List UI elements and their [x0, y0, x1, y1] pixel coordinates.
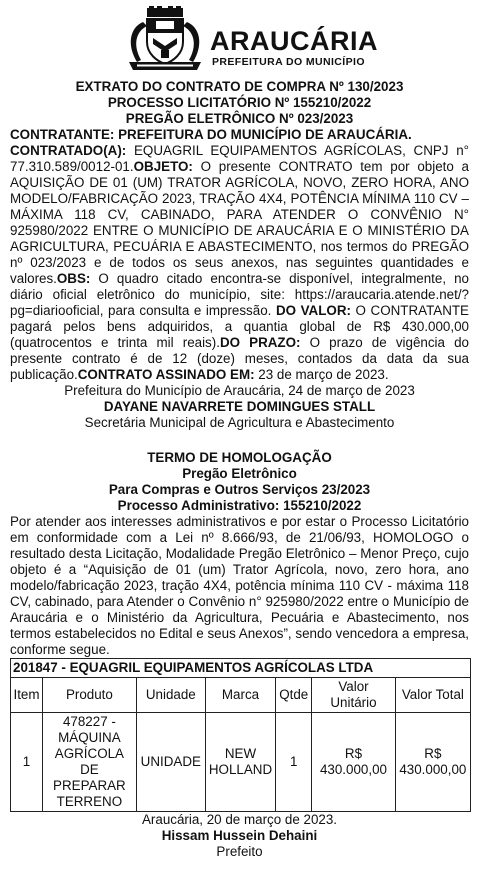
homologation-signer-role: Prefeito — [216, 844, 263, 859]
header-produto: Produto — [43, 678, 137, 713]
cell-valor-total: R$ 430.000,00 — [395, 713, 470, 812]
section-spacer — [10, 431, 469, 450]
homologation-subtitle: Para Compras e Outros Serviços 23/2023 — [108, 482, 371, 497]
contract-extract — [10, 79, 469, 431]
cell-produto: 478227 - MÁQUINA AGRÍCOLA DE PREPARAR TERRENO — [43, 713, 137, 812]
table-title-row — [11, 659, 471, 678]
objeto-label: OBJETO: — [133, 159, 193, 174]
items-table — [10, 658, 471, 812]
header-valor-unitario: Valor Unitário — [312, 678, 395, 713]
contratado-text: EQUAGRIL EQUIPAMENTOS AGRÍCOLAS, CNPJ n° 77.310.589/0012-01. — [10, 143, 469, 174]
araucaria-coat-of-arms-logo — [123, 6, 207, 72]
brand-subtitle: PREFEITURA DO MUNICÍPIO — [212, 56, 365, 68]
extract-signer-name: DAYANE NAVARRETE DOMINGUES STALL — [103, 399, 376, 414]
brand-name: ARAUCÁRIA — [210, 26, 378, 56]
obs-label: OBS: — [56, 271, 91, 286]
homologation-process: Processo Administrativo: 155210/2022 — [117, 498, 362, 513]
objeto-text: O presente CONTRATO tem por objeto a AQUISIÇÃO DE 01 (UM) TRATOR AGRÍCOLA, NOVO, ZERO HORA, ANO MODELO/FABRICAÇÃO 2023, TRAÇÃO 4X4, POTÊNCIA MÍNIMA 110 CV – MÁXIMA 118 CV, CABINADO, PARA ATENDER O CONVÊNIO N° 925980/2022 ENTRE O MUNICÍPIO DE ARAUCÁRIA E O MINISTÉRIO DA AGRICULTURA, PECUÁRIA E ABASTECIMENTO, nos termos do PREGÃO nº 023/2023 e de todos os seus anexos, nas seguintes quantidades e valores. — [10, 159, 469, 286]
table-row — [11, 713, 471, 812]
extract-title: EXTRATO DO CONTRATO DE COMPRA Nº 130/2023 — [75, 79, 404, 94]
contratante-line: CONTRATANTE: PREFEITURA DO MUNICÍPIO DE ARAUCÁRIA. — [10, 127, 412, 142]
homologation-date: Araucária, 20 de março de 2023. — [141, 812, 338, 827]
pregao-number: PREGÃO ELETRÔNICO Nº 023/2023 — [125, 111, 354, 126]
obs-text: O quadro citado encontra-se disponível, integralmente, no diário oficial eletrônico do município, site: https://araucaria.atende.net/?pg=diariooficial, para consulta e impressão. — [10, 271, 469, 318]
header-item: Item — [11, 678, 43, 713]
homologation-term — [10, 450, 469, 860]
cell-unidade: UNIDADE — [136, 713, 205, 812]
homologation-title: TERMO DE HOMOLOGAÇÃO — [147, 450, 332, 465]
header-unidade: Unidade — [136, 678, 205, 713]
homologation-modality: Pregão Eletrônico — [182, 466, 297, 481]
assinado-text: 23 de março de 2023. — [254, 367, 389, 382]
homologation-body: Por atender aos interesses administrativos e por estar o Processo Licitatório em conformidade com a Lei nº 8.666/93, de 21/06/93, HOMOLOGO o resultado desta Licitação, Modalidade Pregão Eletrônico – Menor Preço, cujo objeto é a “Aquisição de 01 (um) Trator Agrícola, novo, zero hora, ano modelo/fabricação 2023, tração 4X4, potência mínima 110 CV - máxima 118 CV, cabinado, para Atender o Convênio n° 925980/2022 entre o Município de Araucária e o Ministério da Agricultura, Pecuária e Abastecimento, nos termos estabelecidos no Edital e seus Anexos”, sendo vencedora a empresa, conforme segue. — [10, 514, 469, 657]
cell-qtde: 1 — [276, 713, 312, 812]
extract-signer-role: Secretária Municipal de Agricultura e Abastecimento — [84, 415, 395, 430]
extract-place-date: Prefeitura do Município de Araucária, 24 de março de 2023 — [64, 383, 415, 398]
valor-text: O CONTRATANTE pagará pelos bens adquiridos, a quantia global de R$ 430.000,00 (quatrocentos e trinta mil reais). — [10, 303, 469, 350]
cell-item: 1 — [11, 713, 43, 812]
header — [10, 0, 469, 78]
brand — [210, 28, 378, 68]
prazo-text: O prazo de vigência do presente contrato é de 12 (doze) meses, contados da data da sua publicação. — [10, 335, 469, 382]
cell-valor-unitario: R$ 430.000,00 — [312, 713, 395, 812]
process-number: PROCESSO LICITATÓRIO Nº 155210/2022 — [107, 95, 372, 110]
homologation-signer-name: Hissam Hussein Dehaini — [161, 828, 318, 843]
extract-body — [10, 143, 469, 383]
valor-label: DO VALOR: — [275, 303, 351, 318]
table-title: 201847 - EQUAGRIL EQUIPAMENTOS AGRÍCOLAS LTDA — [11, 659, 471, 678]
header-qtde: Qtde — [276, 678, 312, 713]
header-marca: Marca — [205, 678, 275, 713]
table-header-row — [11, 678, 471, 713]
prazo-label: DO PRAZO: — [219, 335, 301, 350]
cell-marca: NEW HOLLAND — [205, 713, 275, 812]
header-valor-total: Valor Total — [395, 678, 470, 713]
assinado-label: CONTRATO ASSINADO EM: — [77, 367, 255, 382]
contratado-label: CONTRATADO(A): — [10, 143, 127, 158]
